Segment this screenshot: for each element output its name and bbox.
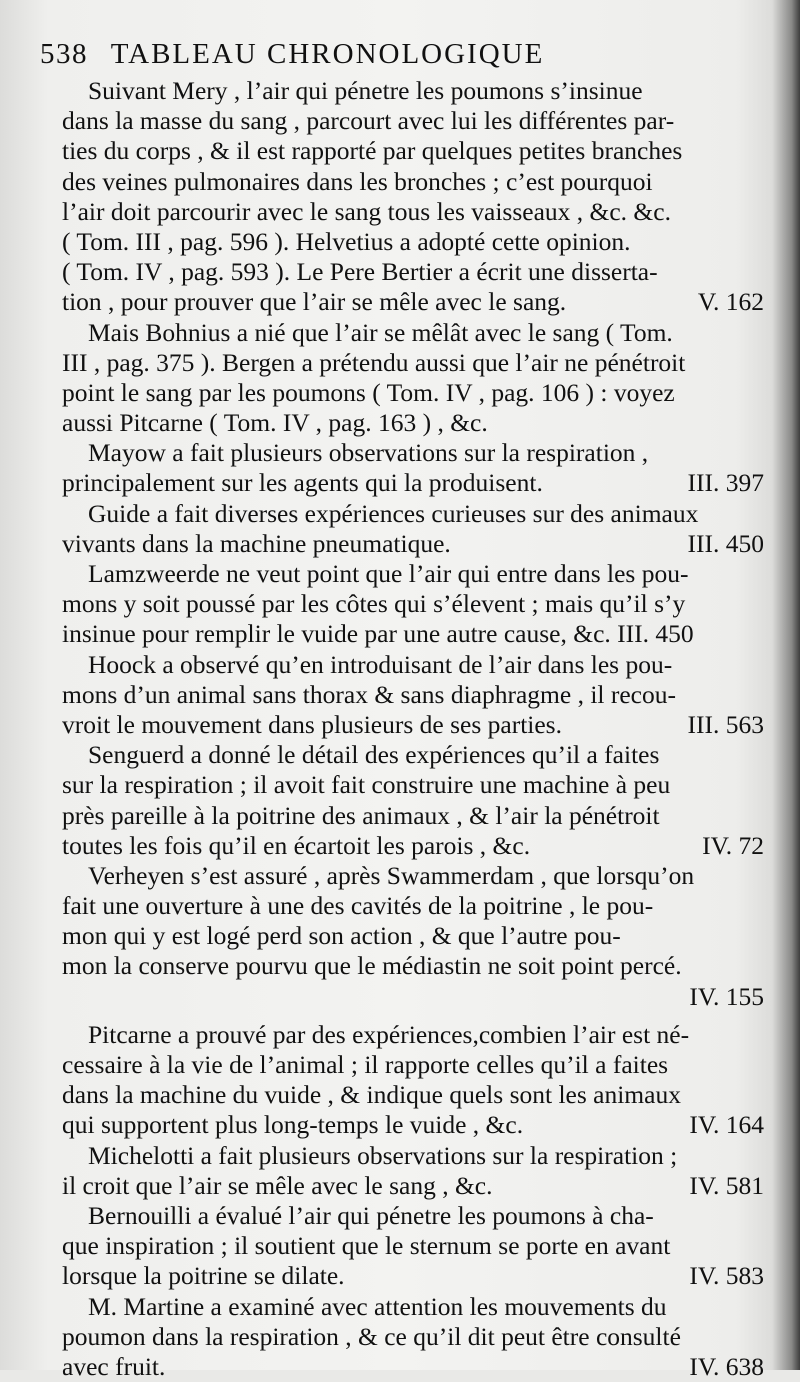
text-line [62,1352,764,1382]
text-line [62,1110,764,1140]
line-text: près pareille à la poitrine des animaux , & l’air la pénétroit [62,800,660,830]
line-text: Pitcarne a prouvé par des expériences,combien l’air est né- [88,1019,690,1049]
text-line [62,801,764,831]
line-text: Suivant Mery , l’air qui pénetre les poumons s’insinue [88,76,643,105]
text-line [62,921,764,951]
text-line [62,378,764,408]
text-line [62,499,764,529]
line-text: Bernouilli a évalué l’air qui pénetre les poumons à cha- [88,1200,654,1230]
text-line [62,831,764,861]
text-line [62,529,764,559]
paragraph-gap [62,1012,764,1020]
line-text: Hoock a observé qu’en introduisant de l’air dans les pou- [88,649,673,679]
line-text: vroit le mouvement dans plusieurs de ses parties. [62,709,562,739]
line-text: mon qui y est logé perd son action , & que l’autre pou- [62,921,621,951]
line-text: insinue pour remplir le vuide par une autre cause, &c. III. 450 [62,619,694,649]
line-text: qui supportent plus long-temps le vuide , &c. [62,1110,524,1140]
line-text: principalement sur les agents qui la produisent. [62,468,543,498]
line-text: sur la respiration ; il avoit fait construire une machine à peu [62,770,671,800]
text-line [62,710,764,740]
text-line [62,1080,764,1110]
volume-page-reference: IV. 164 [689,1110,764,1140]
line-text: Michelotti a fait plusieurs observations sur la respiration ; [88,1140,678,1170]
page-number: 538 [40,38,88,70]
text-line [62,1141,764,1171]
line-text: Guide a fait diverses expériences curieuses sur des animaux [88,498,699,528]
line-text: que inspiration ; il soutient que le sternum se porte en avant [62,1231,671,1261]
volume-page-reference: III. 450 [687,528,764,558]
line-text: poumon dans la respiration , & ce qu’il dit peut être consulté [62,1321,681,1351]
volume-page-reference: III. 563 [687,709,764,739]
text-line [62,106,764,136]
text-line [62,861,764,891]
text-line [62,680,764,710]
text-line [62,891,764,921]
text-line [62,982,764,1012]
page-edge-shadow [772,0,800,1370]
text-line [62,559,764,589]
text-line [62,1292,764,1322]
line-text: III , pag. 375 ). Bergen a prétendu aussi que l’air ne pénétroit [62,347,686,377]
line-text: Senguerd a donné le détail des expériences qu’il a faites [88,740,660,770]
text-line [62,408,764,438]
line-text: Verheyen s’est assuré , après Swammerdam , que lorsqu’on [88,860,695,890]
line-text: vivants dans la machine pneumatique. [62,528,451,558]
text-line [62,197,764,227]
line-text: tion , pour prouver que l’air se mêle avec le sang. [62,287,567,317]
line-text: lorsque la poitrine se dilate. [62,1261,345,1291]
text-line [62,167,764,197]
text-line [62,1050,764,1080]
line-text: l’air doit parcourir avec le sang tous les vaisseaux , &c. &c. [62,196,671,226]
text-line [62,348,764,378]
line-text: toutes les fois qu’il en écartoit les parois , &c. [62,830,531,860]
text-line [62,1261,764,1291]
text-line [62,619,764,649]
text-line [62,1171,764,1201]
volume-page-reference: IV. 155 [689,981,764,1011]
line-text: dans la machine du vuide , & indique quels sont les animaux [62,1080,681,1110]
text-line [62,287,764,317]
line-text: ties du corps , & il est rapporté par quelques petites branches [62,136,683,166]
text-line [62,650,764,680]
line-text: fait une ouverture à une des cavités de la poitrine , le pou- [62,891,654,921]
volume-page-reference: IV. 581 [689,1170,764,1200]
text-line [62,257,764,287]
volume-page-reference: V. 162 [697,287,764,317]
text-line [62,318,764,348]
text-line [62,740,764,770]
text-line [62,1020,764,1050]
line-text: point le sang par les poumons ( Tom. IV , pag. 106 ) : voyez [62,377,675,407]
text-line [62,136,764,166]
line-text: ( Tom. III , pag. 596 ). Helvetius a adopté cette opinion. [62,226,631,256]
line-text: mons d’un animal sans thorax & sans diaphragme , il recou- [62,679,676,709]
text-line [62,951,764,981]
line-text: ( Tom. IV , pag. 593 ). Le Pere Bertier a écrit une disserta- [62,257,658,287]
line-text: aussi Pitcarne ( Tom. IV , pag. 163 ) , &c. [62,408,488,438]
line-text: il croit que l’air se mêle avec le sang , &c. [62,1170,493,1200]
text-line [62,1322,764,1352]
line-text: Lamzweerde ne veut point que l’air qui entre dans les pou- [88,559,689,588]
line-text: Mais Bohnius a nié que l’air se mêlât avec le sang ( Tom. [88,317,673,347]
line-text: cessaire à la vie de l’animal ; il rapporte celles qu’il a faites [62,1050,669,1079]
line-text: avec fruit. [62,1351,166,1381]
running-title: TABLEAU CHRONOLOGIQUE [110,38,545,70]
text-line [62,770,764,800]
text-line [62,1231,764,1261]
volume-page-reference: IV. 638 [689,1351,764,1381]
text-line [62,589,764,619]
text-line [62,76,764,106]
line-text: Mayow a fait plusieurs observations sur la respiration , [88,438,649,468]
line-text: mon la conserve pourvu que le médiastin ne soit point percé. [62,951,682,981]
line-text: mons y soit poussé par les côtes qui s’élevent ; mais qu’il s’y [62,589,686,619]
line-text: dans la masse du sang , parcourt avec lui les différentes par- [62,106,675,136]
text-line [62,438,764,468]
volume-page-reference: IV. 583 [689,1261,764,1291]
body-text [62,76,764,1382]
volume-page-reference: III. 397 [687,468,764,498]
line-text: des veines pulmonaires dans les bronches ; c’est pourquoi [62,166,653,196]
volume-page-reference: IV. 72 [702,830,764,860]
text-line [62,1201,764,1231]
text-line [62,227,764,257]
line-text: M. Martine a examiné avec attention les mouvements du [88,1291,667,1321]
running-header [40,38,760,74]
text-line [62,468,764,498]
